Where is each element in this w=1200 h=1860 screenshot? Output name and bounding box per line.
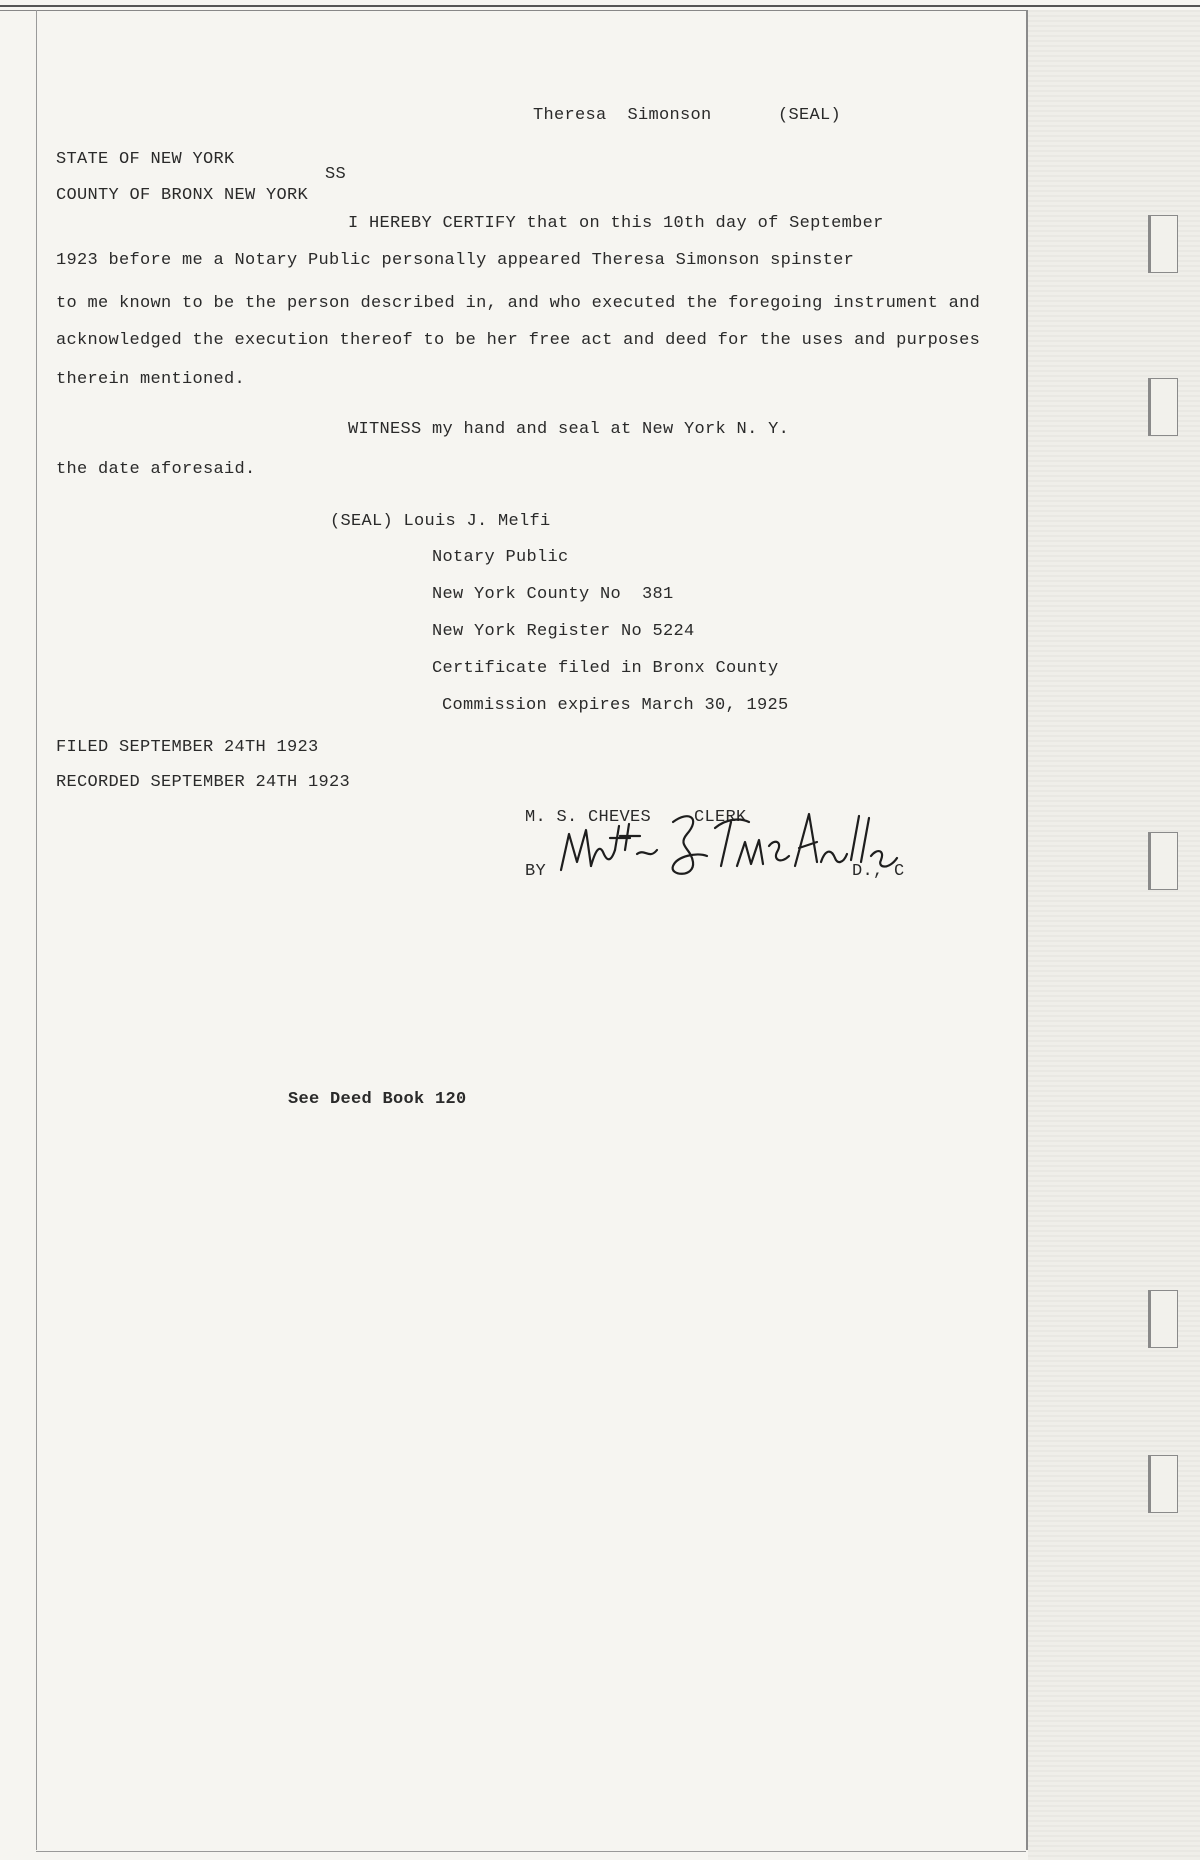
clerk-by: BY bbox=[525, 862, 547, 881]
notary-certificate-filed: Certificate filed in Bronx County bbox=[432, 659, 779, 678]
binding-tab bbox=[1148, 378, 1178, 436]
binding-strip bbox=[1028, 10, 1200, 1860]
notary-signature-line: (SEAL) Louis J. Melfi bbox=[330, 512, 551, 531]
clerk-name: M. S. CHEVES bbox=[525, 808, 652, 827]
binding-tab bbox=[1148, 1455, 1178, 1513]
top-border-line bbox=[0, 5, 1200, 7]
notary-register-number: New York Register No 5224 bbox=[432, 622, 695, 641]
recorded-date: RECORDED SEPTEMBER 24TH 1923 bbox=[56, 773, 351, 792]
certificate-line-2: 1923 before me a Notary Public personally appeared Theresa Simonson spinster bbox=[56, 251, 855, 270]
deputy-clerk-signature bbox=[555, 792, 910, 882]
notary-title: Notary Public bbox=[432, 548, 569, 567]
certificate-line-5: therein mentioned. bbox=[56, 370, 246, 389]
clerk-title: CLERK bbox=[694, 808, 747, 827]
filed-date: FILED SEPTEMBER 24TH 1923 bbox=[56, 738, 319, 757]
notary-county-number: New York County No 381 bbox=[432, 585, 674, 604]
venue-state: STATE OF NEW YORK bbox=[56, 150, 235, 169]
signer-name: Theresa Simonson bbox=[533, 106, 712, 125]
deputy-clerk-suffix: D., C bbox=[852, 862, 905, 881]
witness-line: WITNESS my hand and seal at New York N. Y. bbox=[348, 420, 790, 439]
signer-seal: (SEAL) bbox=[778, 106, 842, 125]
binding-tab bbox=[1148, 832, 1178, 890]
certificate-line-3: to me known to be the person described in, and who executed the foregoing instrument and bbox=[56, 294, 981, 313]
date-aforesaid: the date aforesaid. bbox=[56, 460, 256, 479]
bottom-border-line bbox=[36, 1851, 1026, 1852]
notary-commission: Commission expires March 30, 1925 bbox=[442, 696, 789, 715]
certificate-line-1: I HEREBY CERTIFY that on this 10th day of September bbox=[348, 214, 884, 233]
left-margin-line bbox=[36, 10, 37, 1850]
venue-county: COUNTY OF BRONX NEW YORK bbox=[56, 186, 309, 205]
binding-tab bbox=[1148, 1290, 1178, 1348]
venue-ss: SS bbox=[325, 165, 347, 184]
deed-book-reference: See Deed Book 120 bbox=[288, 1090, 467, 1109]
binding-tab bbox=[1148, 215, 1178, 273]
certificate-line-4: acknowledged the execution thereof to be her free act and deed for the uses and purposes bbox=[56, 331, 981, 350]
top-border-line-inner bbox=[0, 10, 1200, 11]
